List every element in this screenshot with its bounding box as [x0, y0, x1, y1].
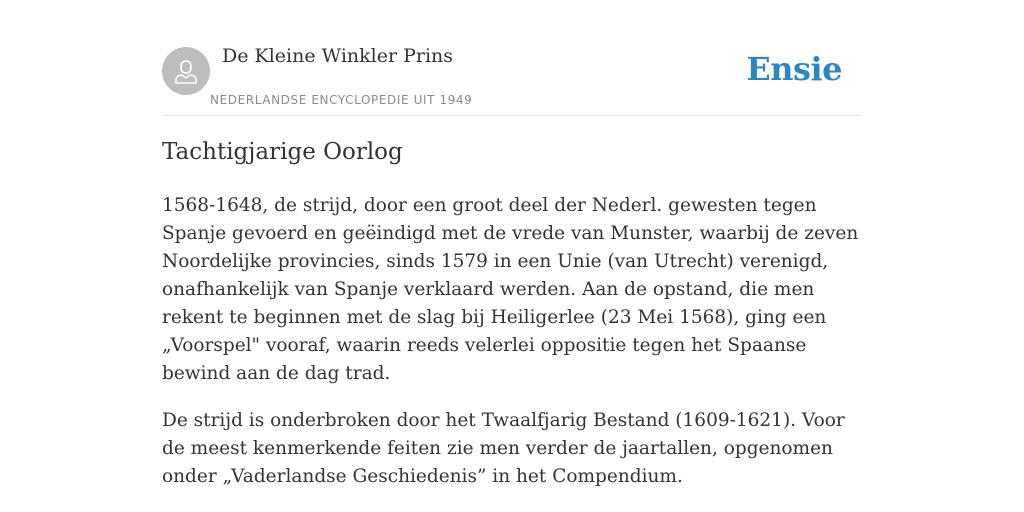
article-title: Tachtigjarige Oorlog	[162, 139, 403, 165]
article-body	[162, 192, 862, 510]
source-header	[162, 40, 862, 116]
avatar[interactable]	[162, 47, 210, 95]
source-subtitle: NEDERLANDSE ENCYCLOPEDIE UIT 1949	[210, 93, 473, 107]
article-paragraph: 1568-1648, de strijd, door een groot deel der Nederl. gewesten tegen Spanje gevoerd en geëindigd met de vrede van Munster, waarbij de zeven Noordelijke provincies, sinds 1579 in een Unie (van Utrecht) verenigd, onafhankelijk van Spanje verklaard werden. Aan de opstand, die men rekent te beginnen met de slag bij Heiligerlee (23 Mei 1568), ging een „Voorspel" vooraf, waarin reeds velerlei oppositie tegen het Spaanse bewind aan de dag trad.	[162, 195, 859, 384]
user-icon	[171, 56, 201, 86]
source-title[interactable]: De Kleine Winkler Prins	[222, 45, 454, 67]
article-paragraph: De strijd is onderbroken door het Twaalfjarig Bestand (1609-1621). Voor de meest kenmerkende feiten zie men verder de jaartallen, opgenomen onder „Vaderlandse Geschiedenis” in het Compendium.	[162, 410, 845, 487]
ensie-logo[interactable]: Ensie	[746, 50, 842, 88]
